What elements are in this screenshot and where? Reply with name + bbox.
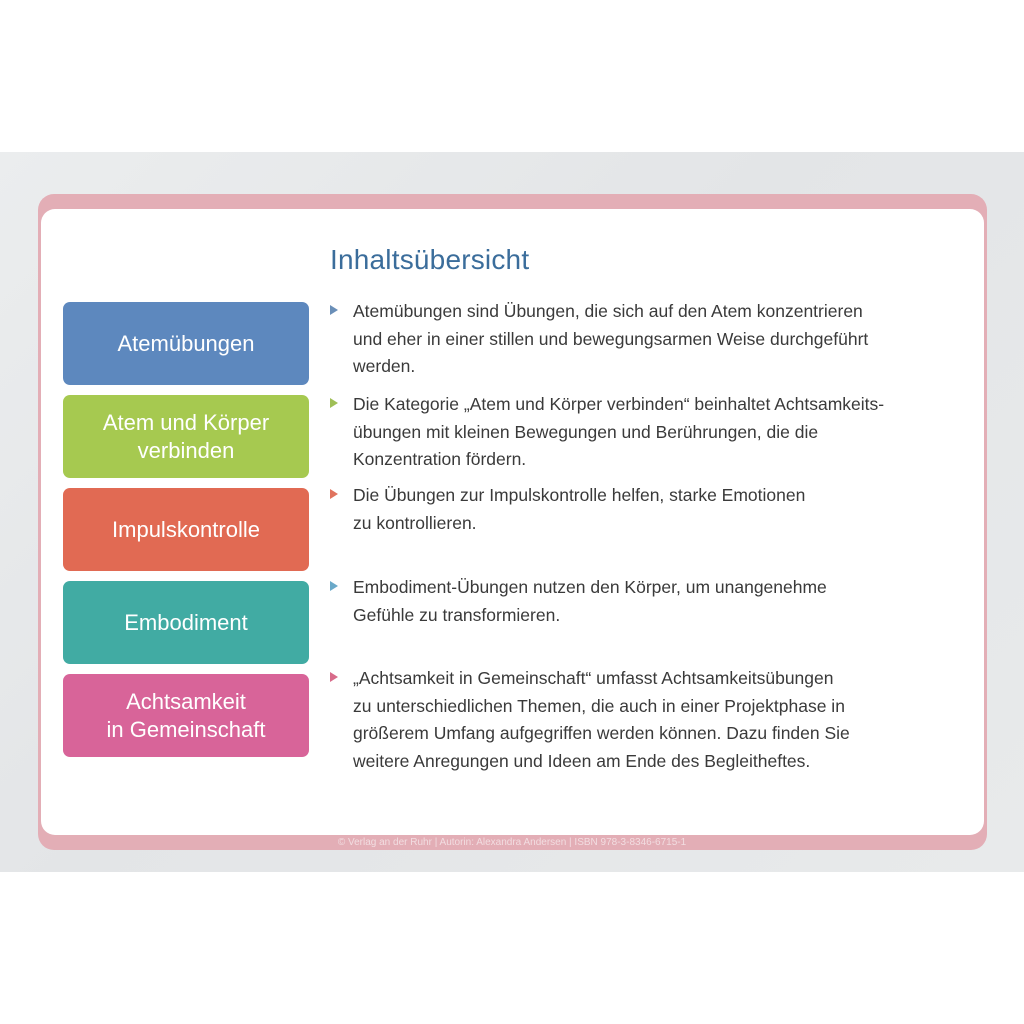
category-atemuebungen[interactable]: Atemübungen bbox=[63, 302, 309, 385]
description-atemuebungen bbox=[330, 298, 930, 381]
description-text: „Achtsamkeit in Gemeinschaft“ umfasst Achtsamkeitsübungen zu unterschiedlichen Themen, die auch in einer Projektphase in größerem Umfang aufgegriffen werden können. Dazu finden Sie weitere Anregungen und Ideen am Ende des Begleitheftes. bbox=[353, 668, 850, 771]
description-text: Atemübungen sind Übungen, die sich auf den Atem konzentrieren und eher in einer stillen und bewegungsarmen Weise durchgeführt werden. bbox=[353, 301, 869, 376]
triangle-bullet-icon bbox=[330, 672, 338, 682]
category-impulskontrolle[interactable]: Impulskontrolle bbox=[63, 488, 309, 571]
triangle-bullet-icon bbox=[330, 581, 338, 591]
triangle-bullet-icon bbox=[330, 489, 338, 499]
description-text: Embodiment-Übungen nutzen den Körper, um unangenehme Gefühle zu transformieren. bbox=[353, 577, 827, 625]
category-embodiment[interactable]: Embodiment bbox=[63, 581, 309, 664]
triangle-bullet-icon bbox=[330, 305, 338, 315]
category-atem-und-koerper[interactable]: Atem und Körper verbinden bbox=[63, 395, 309, 478]
description-atem-und-koerper bbox=[330, 391, 930, 474]
description-impulskontrolle bbox=[330, 482, 930, 537]
category-achtsamkeit-gemeinschaft[interactable]: Achtsamkeit in Gemeinschaft bbox=[63, 674, 309, 757]
copyright-footer: © Verlag an der Ruhr | Autorin: Alexandra Andersen | ISBN 978-3-8346-6715-1 bbox=[337, 837, 687, 848]
description-text: Die Übungen zur Impulskontrolle helfen, starke Emotionen zu kontrollieren. bbox=[353, 485, 806, 533]
description-text: Die Kategorie „Atem und Körper verbinden“ beinhaltet Achtsamkeits- übungen mit kleinen Bewegungen und Berührungen, die die Konzentration fördern. bbox=[353, 394, 885, 469]
page-title: Inhaltsübersicht bbox=[330, 244, 530, 275]
description-achtsamkeit-gemeinschaft bbox=[330, 665, 930, 775]
triangle-bullet-icon bbox=[330, 398, 338, 408]
description-embodiment bbox=[330, 574, 930, 629]
